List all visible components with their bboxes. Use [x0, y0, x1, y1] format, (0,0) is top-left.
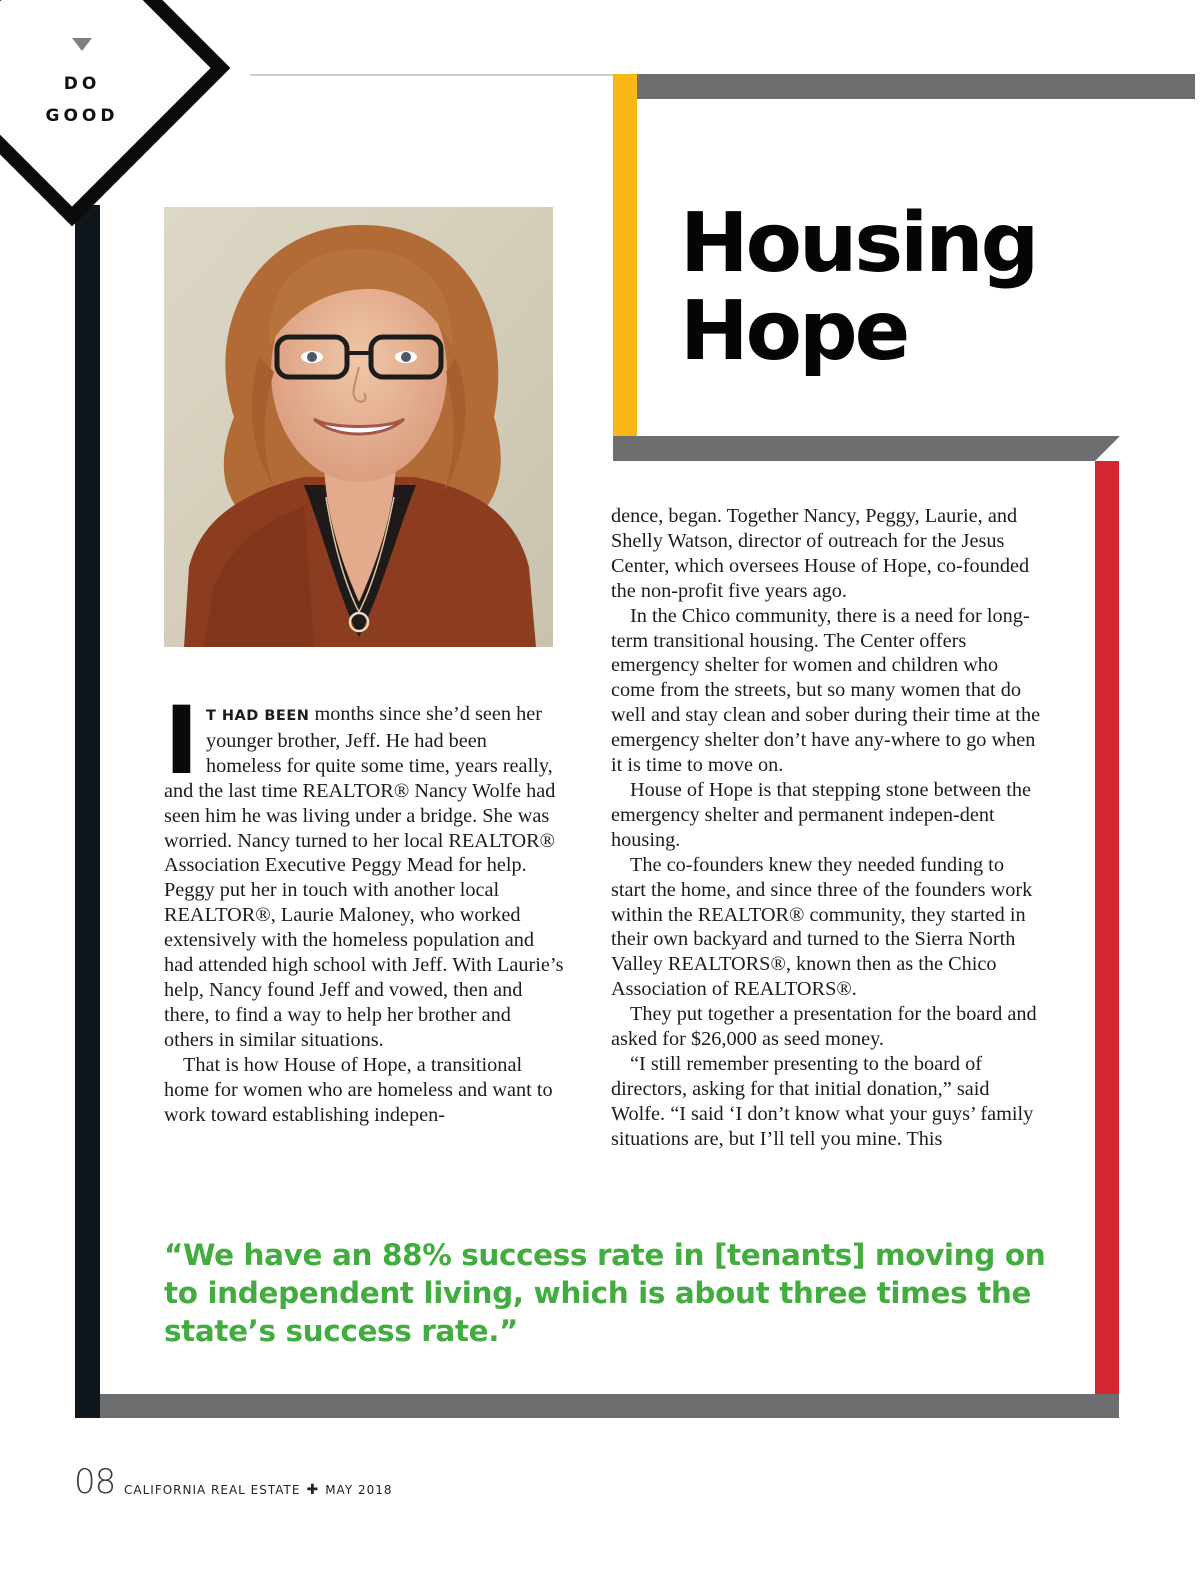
- article-paragraph: House of Hope is that stepping stone between the emergency shelter and permanent indepen-dent housing.: [611, 778, 1032, 851]
- frame-red-bar: [1095, 461, 1119, 1418]
- article-paragraph: “I still remember presenting to the board of directors, asking for that initial donation,” said Wolfe. “I said ‘I don’t know what your guys’ family situations are, but I’ll tell you mine. This: [611, 1052, 1034, 1150]
- frame-middle-gray-bar: [613, 436, 1095, 461]
- drop-cap: I: [164, 687, 199, 796]
- frame-left-bar: [75, 205, 100, 1418]
- section-label-line2: GOOD: [45, 106, 119, 126]
- frame-top-right-bar: [613, 74, 1195, 99]
- article-paragraph: [164, 687, 564, 1053]
- frame-yellow-bar: [613, 74, 637, 436]
- article-paragraph: They put together a presentation for the board and asked for $26,000 as seed money.: [611, 1003, 1037, 1051]
- lead-in-caps: T HAD BEEN: [205, 708, 310, 724]
- article-column-right: [611, 504, 1041, 1152]
- article-paragraph: dence, began. Together Nancy, Peggy, Laurie, and Shelly Watson, director of outreach for the Jesus Center, which oversees House of Hope, co-founded the non-profit five years ago.: [611, 505, 1030, 602]
- article-paragraph: The co-founders knew they needed funding to start the home, and since three of the founders work within the REALTOR® community, they started in their own backyard and turned to the Sierra North Valley REALTORS®, known then as the Chico Association of REALTORS®.: [611, 853, 1033, 1001]
- frame-bottom-bar: [100, 1394, 1119, 1418]
- triangle-down-icon: [72, 38, 92, 51]
- frame-top-rule: [250, 74, 613, 76]
- publication-name: CALIFORNIA REAL ESTATE: [124, 1483, 301, 1497]
- issue-date: MAY 2018: [325, 1483, 393, 1497]
- headline-line2: Hope: [680, 284, 908, 379]
- footer-publication-line: [124, 1482, 393, 1498]
- portrait-illustration: [164, 207, 553, 647]
- article-column-left: [164, 687, 564, 1127]
- section-label-line1: DO: [63, 74, 101, 94]
- page-number: 08: [74, 1462, 116, 1502]
- headline: [680, 196, 1080, 379]
- article-paragraph: In the Chico community, there is a need for long-term transitional housing. The Center offers emergency shelter for women and children who come from the streets, but so many women that do well and stay clean and sober during their time at the emergency shelter don’t have any-where to go when it is time to move on.: [611, 604, 1041, 777]
- cross-separator-icon: ✚: [306, 1482, 320, 1498]
- portrait-photo: [164, 207, 553, 647]
- headline-line1: Housing: [680, 196, 1037, 291]
- pull-quote: “We have an 88% success rate in [tenants] moving on to independent living, which is about three times the state’s success rate.”: [164, 1238, 1046, 1348]
- article-paragraph: That is how House of Hope, a transitional home for women who are homeless and want to work toward establishing indepen-: [164, 1053, 553, 1126]
- frame-middle-gray-tip: [1095, 436, 1120, 461]
- paragraph-text: months since she’d seen her younger brother, Jeff. He had been homeless for quite some time, years really, and the last time REALTOR® Nancy Wolfe had seen him he was living under a bridge. She was worried. Nancy turned to her local REALTOR® Association Executive Peggy Mead for help. Peggy put her in touch with another local REALTOR®, Laurie Maloney, who worked extensively with the homeless population and had attended high school with Jeff. With Laurie’s help, Nancy found Jeff and vowed, then and there, to find a way to help her brother and others in similar situations.: [164, 703, 564, 1051]
